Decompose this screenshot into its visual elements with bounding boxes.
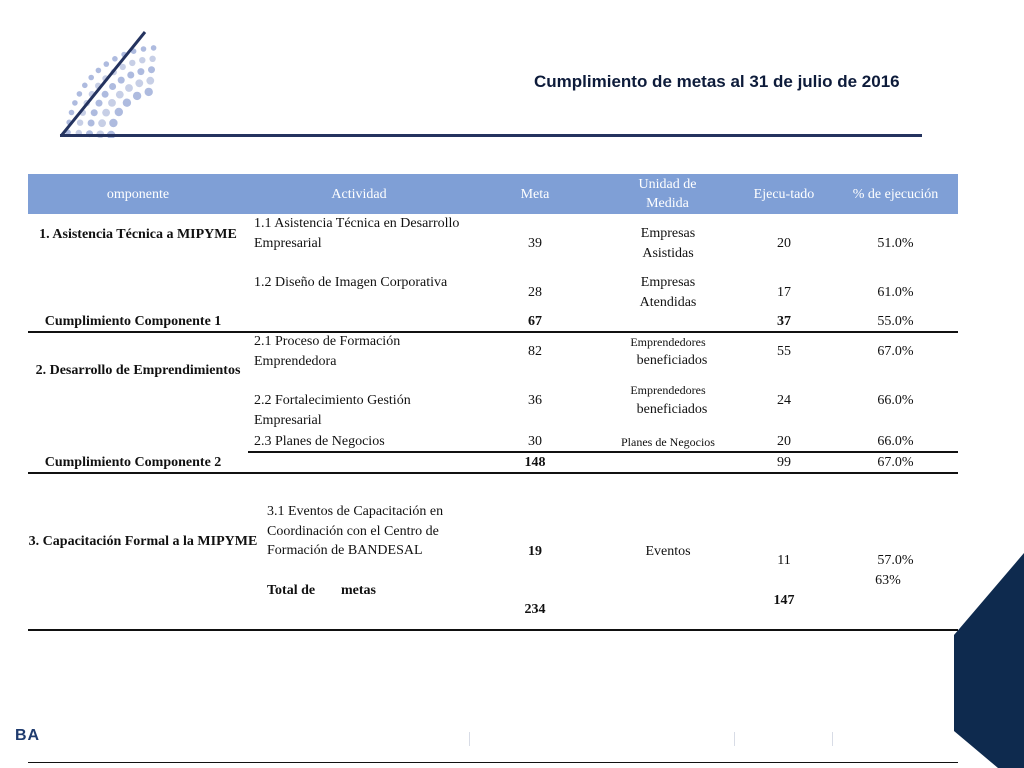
ejecutado-2-1: 55 [777, 344, 791, 359]
actividad-1-2: 1.2 Diseño de Imagen Corporativa [254, 275, 448, 290]
meta-1-2: 28 [528, 285, 542, 300]
header-porcentaje: % de ejecución [852, 186, 939, 202]
unidad-2-2-line2: beneficiados [636, 402, 708, 417]
porcentaje-2-2: 66.0% [877, 393, 914, 408]
total-ejecutado: 147 [773, 593, 795, 608]
unidad-2-2-line1: Emprendedores [630, 383, 706, 397]
meta-1-1: 39 [528, 236, 542, 251]
row-divider [28, 331, 958, 333]
cumplimiento-1-ejecutado: 37 [777, 314, 791, 329]
porcentaje-3-1: 57.0% [877, 553, 914, 568]
cumplimiento-2-ejecutado: 99 [777, 455, 791, 470]
actividad-2-1: 2.1 Proceso de Formación Emprendedora [254, 334, 401, 369]
table-bottom-rule [28, 629, 958, 631]
ejecutado-2-2: 24 [777, 393, 791, 408]
meta-2-3: 30 [528, 434, 542, 449]
page-title: Cumplimiento de metas al 31 de julio de 2016 [534, 72, 900, 91]
cumplimiento-2-label: Cumplimiento Componente 2 [44, 455, 222, 470]
ejecutado-2-3: 20 [777, 434, 791, 449]
cumplimiento-1-porcentaje: 55.0% [877, 314, 914, 329]
footer-rule [28, 762, 958, 763]
total-porcentaje: 63% [875, 573, 901, 588]
row-divider [28, 472, 958, 474]
porcentaje-1-2: 61.0% [877, 285, 914, 300]
total-meta: 234 [524, 602, 546, 617]
porcentaje-2-3: 66.0% [877, 434, 914, 449]
ejecutado-3-1: 11 [777, 553, 791, 568]
actividad-3-1: 3.1 Eventos de Capacitación en Coordinación con el Centro de Formación de BANDESAL [267, 504, 444, 558]
componente-1-label: 1. Asistencia Técnica a MIPYME [39, 227, 237, 242]
cumplimiento-2-porcentaje: 67.0% [877, 455, 914, 470]
unidad-1-2: Empresas Atendidas [639, 275, 697, 310]
corner-decoration [954, 553, 1024, 768]
unidad-2-1-line2: beneficiados [636, 353, 708, 368]
ejecutado-1-1: 20 [777, 236, 791, 251]
componente-3-label: 3. Capacitación Formal a la MIPYME [28, 534, 258, 549]
faint-divider [734, 732, 735, 746]
cumplimiento-1-meta: 67 [528, 314, 542, 329]
porcentaje-2-1: 67.0% [877, 344, 914, 359]
header-unidad: Unidad de Medida [638, 177, 697, 211]
actividad-2-2: 2.2 Fortalecimiento Gestión Empresarial [254, 393, 411, 428]
cumplimiento-1-label: Cumplimiento Componente 1 [44, 314, 222, 329]
meta-3-1: 19 [528, 544, 542, 559]
porcentaje-1-1: 51.0% [877, 236, 914, 251]
header-ejecutado: Ejecu-tado [753, 186, 815, 202]
actividad-1-1: 1.1 Asistencia Técnica en Desarrollo Empresarial [254, 216, 460, 251]
header-meta: Meta [520, 186, 550, 202]
header-componente: omponente [106, 186, 170, 202]
faint-divider [469, 732, 470, 746]
title-underline [60, 134, 922, 137]
total-label-part2: metas [341, 583, 376, 598]
meta-2-2: 36 [528, 393, 542, 408]
unidad-1-1: Empresas Asistidas [640, 226, 696, 261]
cumplimiento-2-meta: 148 [524, 455, 546, 470]
unidad-2-1-line1: Emprendedores [630, 335, 706, 349]
footer-logo-text: BA [15, 727, 41, 744]
unidad-3-1: Eventos [645, 544, 691, 559]
componente-2-label: 2. Desarrollo de Emprendimientos [35, 363, 241, 378]
meta-2-1: 82 [528, 344, 542, 359]
unidad-2-3: Planes de Negocios [621, 435, 715, 449]
actividad-2-3: 2.3 Planes de Negocios [254, 434, 385, 449]
header-actividad: Actividad [331, 186, 387, 202]
ejecutado-1-2: 17 [777, 285, 791, 300]
total-label-part1: Total de [267, 583, 316, 598]
faint-divider [832, 732, 833, 746]
logo-diagonal-line [55, 28, 155, 140]
